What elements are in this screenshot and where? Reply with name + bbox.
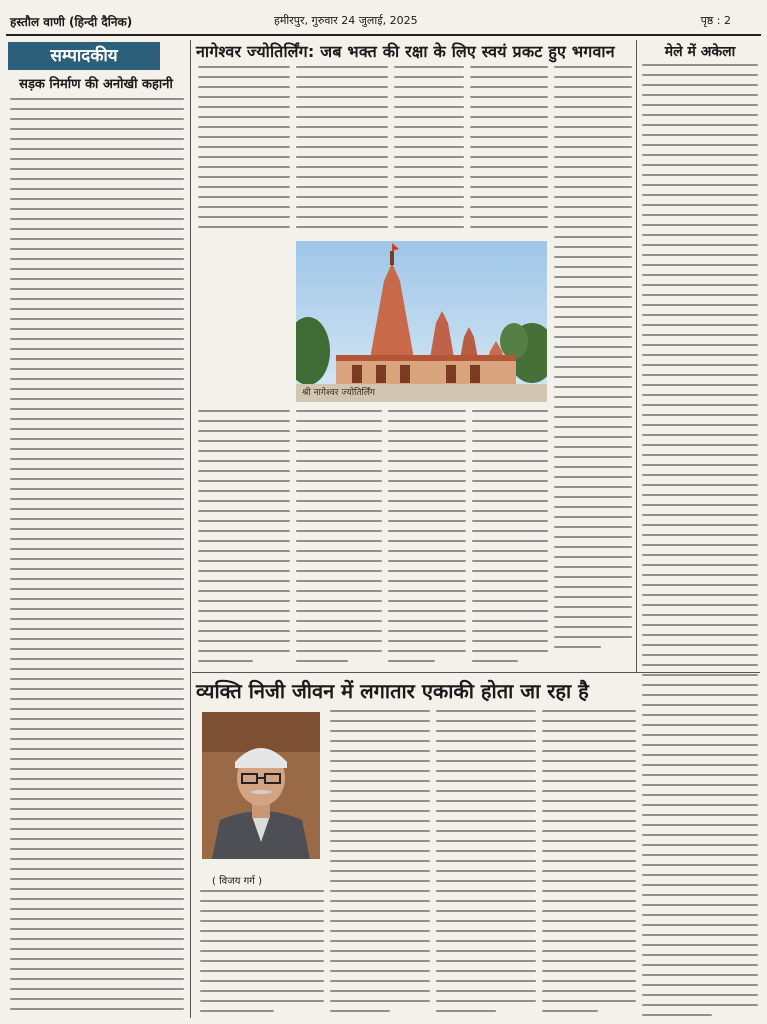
masthead-strip [6, 6, 761, 36]
second-body-col4 [542, 710, 636, 1016]
lead-body-col3 [394, 66, 464, 236]
paper-name: हस्तौल वाणी (हिन्दी दैनिक) [10, 15, 133, 29]
second-body-col1 [200, 890, 324, 1018]
portrait-illustration [202, 712, 320, 859]
place-date: हमीरपुर, गुरुवार 24 जुलाई, 2025 [274, 14, 418, 27]
lead-body-col2 [296, 66, 388, 236]
lead-body-col8 [388, 410, 466, 668]
side-headline: मेले में अकेला [664, 44, 736, 60]
editorial-body [10, 98, 184, 1018]
lead-headline: नागेश्वर ज्योतिर्लिंग: जब भक्त की रक्षा के लिए स्वयं प्रकट हुए भगवान [196, 42, 615, 61]
side-story-body [642, 64, 758, 1016]
column-rule [636, 40, 637, 672]
second-body-col2 [330, 710, 430, 1016]
temple-photo-caption: श्री नागेश्वर ज्योतिर्लिंग [296, 384, 547, 402]
page-number: पृष्ठ : 2 [700, 14, 731, 27]
author-portrait [202, 712, 320, 859]
lead-body-col7 [296, 410, 382, 668]
lead-body-col4 [470, 66, 548, 236]
temple-photo [296, 241, 547, 402]
second-headline: व्यक्ति निजी जीवन में लगातार एकाकी होता जा रहा है [196, 679, 589, 703]
column-rule [190, 40, 191, 1018]
editorial-banner: सम्पादकीय [8, 42, 160, 70]
lead-body-col6 [198, 410, 290, 668]
lead-body-col5 [554, 66, 632, 666]
editorial-title: सड़क निर्माण की अनोखी कहानी [19, 77, 173, 92]
portrait-caption: ( विजय गर्ग ) [212, 876, 262, 887]
lead-body-col1 [198, 66, 290, 236]
second-body-col3 [436, 710, 536, 1016]
lead-body-col9 [472, 410, 548, 668]
temple-illustration [296, 241, 547, 402]
